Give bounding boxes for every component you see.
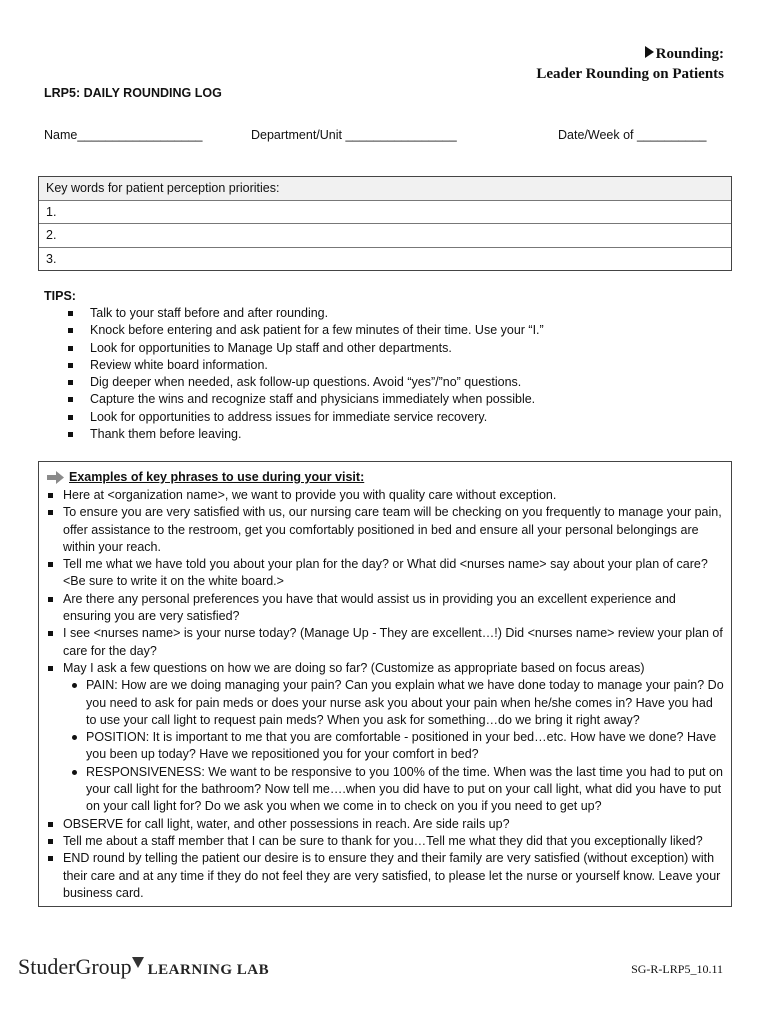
square-bullet-icon [48,856,53,861]
form-title: LRP5: DAILY ROUNDING LOG [44,86,222,100]
square-bullet-icon [68,328,73,333]
tips-title: TIPS: [44,289,76,303]
name-field[interactable]: Name__________________ [44,128,203,142]
example-item: OBSERVE for call light, water, and other possessions in reach. Are side rails up? [43,816,725,833]
header-line1: Rounding: [536,44,724,64]
logo-check-icon [132,956,144,968]
tip-item: Dig deeper when needed, ask follow-up questions. Avoid “yes”/”no” questions. [66,374,544,391]
focus-areas-list [63,677,725,815]
square-bullet-icon [68,380,73,385]
keyword-row-3[interactable]: 3. [39,247,731,271]
tips-list [66,305,544,443]
keyword-row-2[interactable]: 2. [39,223,731,247]
square-bullet-icon [48,839,53,844]
tip-item: Knock before entering and ask patient for a few minutes of their time. Use your “I.” [66,322,544,339]
square-bullet-icon [48,822,53,827]
square-bullet-icon [68,311,73,316]
tip-item: Review white board information. [66,357,544,374]
square-bullet-icon [48,666,53,671]
tip-item: Thank them before leaving. [66,426,544,443]
example-item: Here at <organization name>, we want to provide you with quality care without exception. [43,487,725,504]
example-item: Tell me what we have told you about your plan for the day? or What did <nurses name> say about your plan of care? <Be sure to write it on the white board.> [43,556,725,591]
example-item: END round by telling the patient our desire is to ensure they and their family are very satisfied (without exception) with their care and at any time if they do not feel they are very satisfied, to please let the nurse or yourself know. Leave your business card. [43,850,725,902]
round-bullet-icon [72,683,77,688]
example-item: To ensure you are very satisfied with us, our nursing care team will be checking on you frequently to manage your pain, offer assistance to the restroom, get you comfortably positioned in bed and ensure all your personal belongings are within your reach. [43,504,725,556]
date-week-field[interactable]: Date/Week of __________ [558,128,707,142]
square-bullet-icon [68,415,73,420]
focus-area-item: PAIN: How are we doing managing your pain? Can you explain what we have done today to manage your pain? Do you need to ask for pain meds or does your nurse ask you about your pain when he/she comes in? Have you had to use your call light to request pain meds? When you ask for something…do we bring it right away? [63,677,725,729]
examples-heading: Examples of key phrases to use during your visit: [47,467,364,487]
round-bullet-icon [72,735,77,740]
header-line2: Leader Rounding on Patients [536,66,724,82]
keywords-title: Key words for patient perception priorities: [39,177,731,200]
logo-text: StuderGroup [18,954,132,979]
square-bullet-icon [68,397,73,402]
square-bullet-icon [68,432,73,437]
example-item: Are there any personal preferences you have that would assist us in providing you an excellent experience and ensuring you are very satisfied? [43,591,725,626]
keywords-box [38,176,732,271]
example-item: Tell me about a staff member that I can be sure to thank for you…Tell me what they did that you exceptionally liked? [43,833,725,850]
document-code: SG-R-LRP5_10.11 [631,962,723,976]
document-header [536,44,724,84]
logo-subtext: LEARNING LAB [147,962,270,978]
examples-list [43,487,725,902]
square-bullet-icon [48,493,53,498]
square-bullet-icon [68,363,73,368]
keyword-row-1[interactable]: 1. [39,200,731,224]
tip-item: Capture the wins and recognize staff and physicians immediately when possible. [66,391,544,408]
tip-item: Look for opportunities to Manage Up staff and other departments. [66,340,544,357]
square-bullet-icon [48,631,53,636]
examples-box [38,461,732,907]
square-bullet-icon [48,597,53,602]
tip-item: Look for opportunities to address issues for immediate service recovery. [66,409,544,426]
right-arrow-icon [47,471,64,484]
example-item: May I ask a few questions on how we are doing so far? (Customize as appropriate based on focus areas) PAIN: How are we doing managing your pain? Can you explain what we have done today to manage your pain? Do you need to ask for pain meds or does your nurse ask you about your pain when he/she comes in? Have you had to use your call light to request pain meds? When you ask for something…do we bring it right away? POSITION: It is important to me that you are comfortable - positioned in your bed…etc. How have we done? Have you been up today? Have we repositioned you for your comfort in bed? RESPONSIVENESS: We want to be responsive to you 100% of the time. When was the last time you had to put on your call light for the bathroom? Now tell me….when you did have to put on your call light, what did you have to put on your call light for? Do we ask you when we come in to check on you if you need to get up? [43,660,725,816]
round-bullet-icon [72,770,77,775]
example-item: I see <nurses name> is your nurse today? (Manage Up - They are excellent…!) Did <nurses name> review your plan of care for the day? [43,625,725,660]
department-field[interactable]: Department/Unit ________________ [251,128,457,142]
focus-area-item: RESPONSIVENESS: We want to be responsive to you 100% of the time. When was the last time you had to put on your call light for the bathroom? Now tell me….when you did have to put on your call light, what did you have to put on your call light for? Do we ask you when we come in to check on you if you need to get up? [63,764,725,816]
studer-group-logo [18,954,269,980]
tip-item: Talk to your staff before and after rounding. [66,305,544,322]
square-bullet-icon [48,562,53,567]
square-bullet-icon [68,346,73,351]
play-arrow-icon [645,46,654,58]
square-bullet-icon [48,510,53,515]
focus-area-item: POSITION: It is important to me that you are comfortable - positioned in your bed…etc. How have we done? Have you been up today? Have we repositioned you for your comfort in bed? [63,729,725,764]
